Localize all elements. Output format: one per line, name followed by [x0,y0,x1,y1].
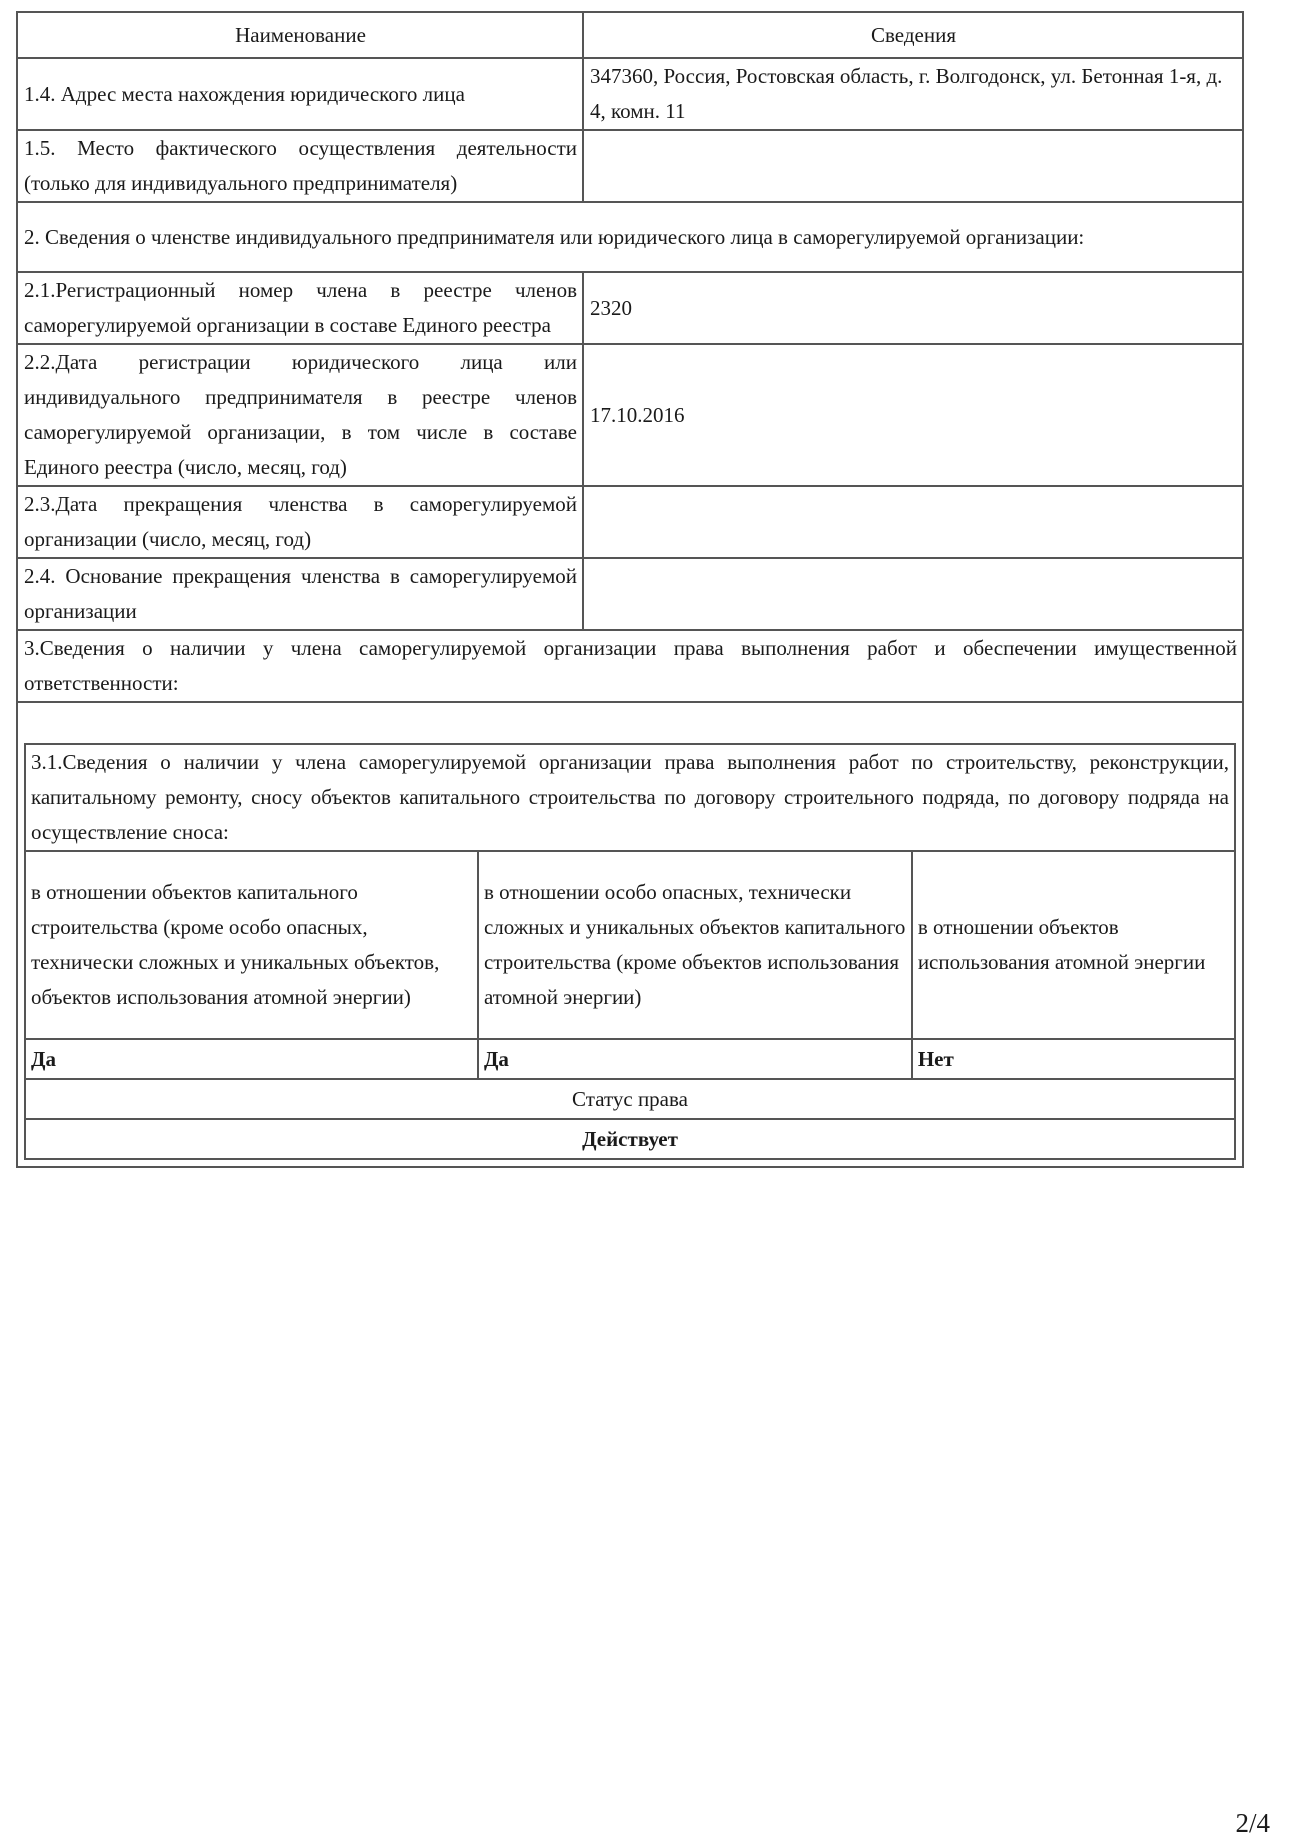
row-label-2-2: 2.2.Дата регистрации юридического лица или индивидуального предпринимателя в реестре членов саморегулируемой организации, в том числе в составе Единого реестра (число, месяц, год) [17,344,583,486]
status-label-row [25,1079,1235,1119]
row-value-2-1: 2320 [583,272,1243,344]
rights-column-nuclear: в отношении объектов использования атомной энергии [912,851,1235,1039]
row-value-1-4: 347360, Россия, Ростовская область, г. Волгодонск, ул. Бетонная 1-я, д. 4, комн. 11 [583,58,1243,130]
table-row [17,58,1243,130]
registry-extract-table [16,11,1244,1168]
status-label: Статус права [25,1079,1235,1119]
section-row [17,630,1243,702]
row-value-2-3 [583,486,1243,558]
row-label-1-4: 1.4. Адрес места нахождения юридического лица [17,58,583,130]
page-number: 2/4 [1235,1808,1270,1838]
rights-row [17,702,1243,1167]
rights-column-ordinary: в отношении объектов капитального строительства (кроме особо опасных, технически сложных и уникальных объектов, объектов использования атомной энергии) [25,851,478,1039]
status-value-row [25,1119,1235,1159]
table-row [17,272,1243,344]
column-header-name: Наименование [17,12,583,58]
table-header-row [17,12,1243,58]
rights-value-nuclear: Нет [912,1039,1235,1079]
row-label-2-4: 2.4. Основание прекращения членства в саморегулируемой организации [17,558,583,630]
rights-value-dangerous: Да [478,1039,912,1079]
row-label-2-1: 2.1.Регистрационный номер члена в реестре членов саморегулируемой организации в составе Единого реестра [17,272,583,344]
section-row [17,202,1243,272]
rights-intro-text: 3.1.Сведения о наличии у члена саморегулируемой организации права выполнения работ по строительству, реконструкции, капитальному ремонту, сносу объектов капитального строительства по договору строительного подряда, по договору подряда на осуществление сноса: [25,744,1235,851]
section-title-3: 3.Сведения о наличии у члена саморегулируемой организации права выполнения работ и обеспечении имущественной ответственности: [17,630,1243,702]
table-row [17,558,1243,630]
status-value: Действует [25,1119,1235,1159]
rights-intro-row [25,744,1235,851]
rights-column-dangerous: в отношении особо опасных, технически сложных и уникальных объектов капитального строительства (кроме объектов использования атомной энергии) [478,851,912,1039]
rights-table [24,743,1236,1160]
rights-container [17,702,1243,1167]
column-header-details: Сведения [583,12,1243,58]
row-value-1-5 [583,130,1243,202]
row-label-1-5: 1.5. Место фактического осуществления деятельности (только для индивидуального предпринимателя) [17,130,583,202]
row-value-2-2: 17.10.2016 [583,344,1243,486]
rights-value-ordinary: Да [25,1039,478,1079]
table-row [17,130,1243,202]
table-row [17,344,1243,486]
row-label-2-3: 2.3.Дата прекращения членства в саморегулируемой организации (число, месяц, год) [17,486,583,558]
table-row [17,486,1243,558]
section-title-2: 2. Сведения о членстве индивидуального предпринимателя или юридического лица в саморегулируемой организации: [17,202,1243,272]
rights-columns-row [25,851,1235,1039]
row-value-2-4 [583,558,1243,630]
rights-values-row [25,1039,1235,1079]
